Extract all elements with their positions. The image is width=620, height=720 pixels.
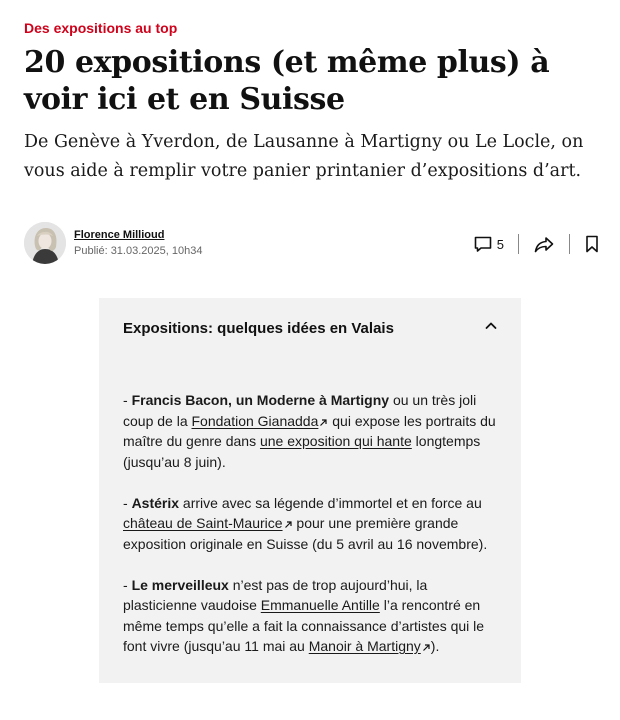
article-kicker: Des expositions au top — [24, 20, 178, 36]
comments-button[interactable] — [473, 234, 504, 254]
item-highlight: Le merveilleux — [131, 576, 229, 593]
article-actions — [473, 232, 600, 256]
external-link-icon — [422, 643, 431, 652]
bookmark-button[interactable] — [584, 234, 600, 254]
fondation-gianadda-link[interactable]: Fondation Gianadda — [192, 413, 329, 429]
action-divider — [518, 234, 519, 254]
item-highlight: Astérix — [131, 494, 180, 511]
comment-count: 5 — [496, 236, 504, 252]
share-button[interactable] — [533, 234, 555, 254]
emmanuelle-antille-link[interactable]: Emmanuelle Antille — [260, 597, 380, 613]
comment-icon — [473, 234, 493, 254]
chevron-up-icon — [483, 318, 499, 334]
author-row — [24, 222, 600, 266]
chateau-saint-maurice-link[interactable]: château de Saint-Maurice — [123, 515, 293, 531]
action-divider — [569, 234, 570, 254]
avatar-image — [24, 222, 66, 264]
external-link-icon — [284, 520, 293, 529]
author-avatar[interactable] — [24, 222, 66, 264]
infobox-title: Expositions: quelques idées en Valais — [123, 320, 394, 337]
infobox — [99, 298, 521, 683]
author-name-link[interactable]: Florence Millioud — [74, 229, 165, 241]
article-lead: De Genève à Yverdon, de Lausanne à Martigny ou Le Locle, on vous aide à remplir votre panier printanier d’expositions d’art. — [24, 132, 584, 181]
infobox-body — [123, 390, 501, 677]
bookmark-icon — [584, 234, 600, 254]
manoir-martigny-link[interactable]: Manoir à Martigny — [309, 638, 431, 654]
infobox-item: - Astérix arrive avec sa légende d’immortel et en force au château de Saint-Maurice pour une première grande exposition originale en Suisse (du 5 avril au 16 novembre). — [123, 494, 488, 552]
exposition-link[interactable]: une exposition qui hante — [259, 433, 412, 449]
infobox-item: - Le merveilleux n’est pas de trop aujourd’hui, la plasticienne vaudoise Emmanuelle Antille l’a rencontré en même temps qu’elle a fait la connaissance d’artistes qui le font vivre (jusqu’au 11 mai au Manoir à Martigny ). — [123, 576, 485, 654]
published-date: Publié: 31.03.2025, 10h34 — [74, 245, 203, 257]
item-highlight: Francis Bacon, un Moderne à Martigny — [131, 392, 390, 408]
article-headline: 20 expositions (et même plus) à voir ici et en Suisse — [24, 45, 550, 117]
share-icon — [533, 234, 555, 254]
collapse-button[interactable] — [483, 318, 499, 334]
infobox-item: - Francis Bacon, un Moderne à Martigny ou un très joli coup de la Fondation Gianadda qui expose les portraits du maître du genre dans une exposition qui hante longtemps (jusqu’au 8 juin). — [123, 392, 496, 470]
